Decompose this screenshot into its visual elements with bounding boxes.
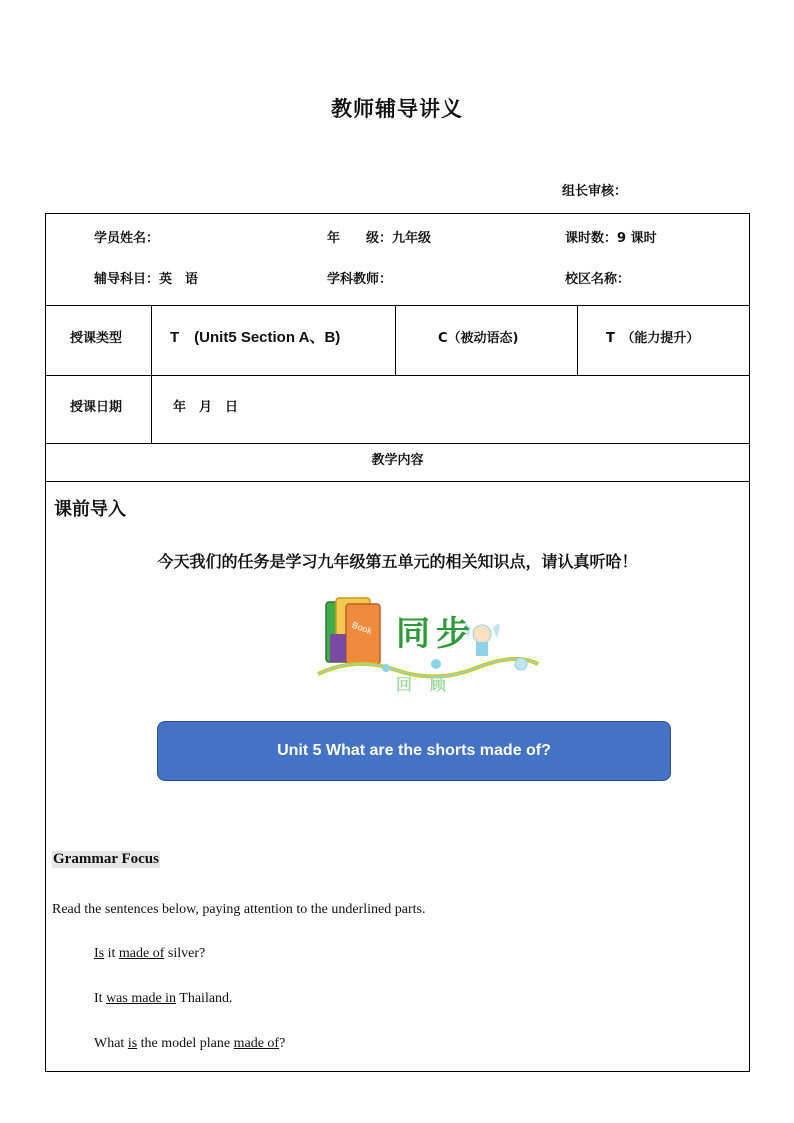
subject-label: 辅导科目：英 语 xyxy=(94,272,199,287)
grade-label: 年 级：九年级 xyxy=(327,231,432,246)
lesson-type-c: C（被动语态) xyxy=(438,331,519,346)
lesson-type-label: 授课类型 xyxy=(70,331,123,346)
example-sentence-3: What is the model plane made of? xyxy=(94,1036,286,1051)
grammar-focus-heading: Grammar Focus xyxy=(53,851,159,867)
student-name-label: 学员姓名： xyxy=(94,231,160,246)
class-hours-label: 课时数：9 课时 xyxy=(565,231,657,246)
lesson-type-t2: T （能力提升） xyxy=(606,331,700,346)
lesson-type-t1: T (Unit5 Section A、B) xyxy=(170,329,341,346)
book-text: Book xyxy=(350,619,374,637)
lesson-date-label: 授课日期 xyxy=(70,400,123,415)
page-title: 教师辅导讲义 xyxy=(331,97,463,121)
underlined-part: made of xyxy=(233,1036,280,1051)
content-header: 教学内容 xyxy=(371,453,424,468)
underlined-part: made of xyxy=(118,946,165,961)
underlined-part: is xyxy=(127,1036,138,1051)
intro-text: 今天我们的任务是学习九年级第五单元的相关知识点，请认真听哈！ xyxy=(157,552,638,571)
row-divider xyxy=(46,481,749,482)
col-divider xyxy=(151,305,152,443)
section-title: 课前导入 xyxy=(54,499,126,520)
teacher-label: 学科教师： xyxy=(327,272,393,287)
sync-review-logo xyxy=(316,594,546,694)
underlined-part: was made in xyxy=(106,991,177,1006)
lesson-table xyxy=(45,213,750,1072)
campus-label: 校区名称： xyxy=(565,272,631,287)
logo-main-text: 同步 xyxy=(396,614,476,654)
row-divider xyxy=(46,443,749,444)
lesson-date-value: 年 月 日 xyxy=(173,400,239,415)
reviewer-label: 组长审核： xyxy=(562,184,628,199)
col-divider xyxy=(395,305,396,375)
logo-sub-text: 回顾 xyxy=(396,675,465,694)
grammar-instruction: Read the sentences below, paying attention to the underlined parts. xyxy=(52,902,426,917)
col-divider xyxy=(577,305,578,375)
example-sentence-2: It was made in Thailand. xyxy=(94,991,233,1006)
example-sentence-1: Is it made of silver? xyxy=(94,946,206,961)
unit-banner: Unit 5 What are the shorts made of? xyxy=(157,721,671,781)
underlined-part: Is xyxy=(94,946,105,961)
